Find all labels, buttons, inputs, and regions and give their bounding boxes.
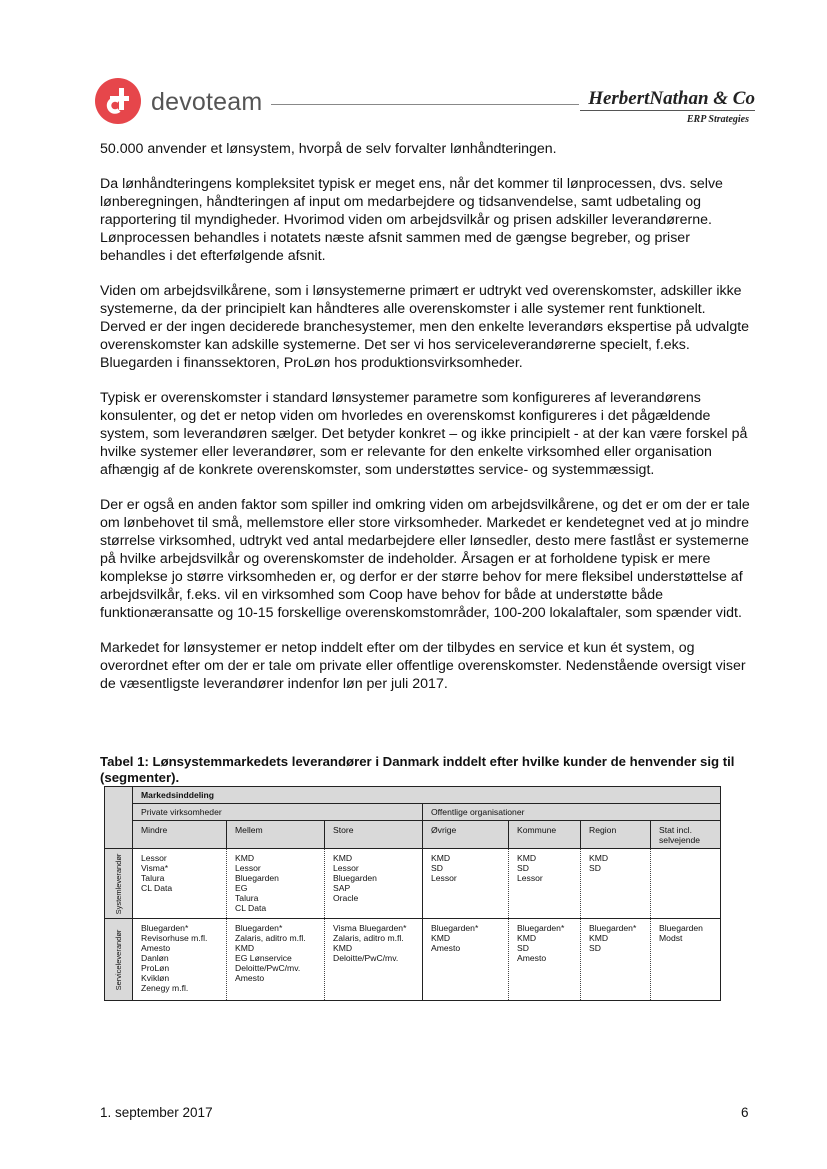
cell-line: ProLøn <box>141 963 170 973</box>
row-label: Serviceleverandør <box>105 919 133 1001</box>
cell-line: EG <box>235 883 248 893</box>
cell-line: Bluegarden* <box>235 923 283 933</box>
table-cell <box>423 919 509 1001</box>
row-label: Systemleverandør <box>105 849 133 919</box>
cell-line: Lessor <box>517 873 543 883</box>
cell-line: Bluegarden <box>333 873 377 883</box>
table-corner <box>105 787 133 849</box>
cell-line: KMD <box>517 933 537 943</box>
cell-line: CL Data <box>235 903 267 913</box>
cell-line: EG Lønservice <box>235 953 292 963</box>
cell-line: Bluegarden <box>235 873 279 883</box>
cell-line: SD <box>589 863 601 873</box>
table-cell <box>581 849 651 919</box>
column-header: Region <box>581 821 651 849</box>
paragraph: 50.000 anvender et lønsystem, hvorpå de selv forvalter lønhåndteringen. <box>100 141 557 157</box>
column-header: Mindre <box>133 821 227 849</box>
table-cell <box>133 919 227 1001</box>
cell-line: KMD <box>235 943 255 953</box>
herbertnathan-logo: HerbertNathan & Co <box>588 88 755 109</box>
paragraph: Der er også en anden faktor som spiller ind omkring viden om arbejdsvilkårene, og det er om der er tale om lønbehovet til små, mellemstore eller store virksomheder. Markedet er kendetegnet ved at jo mindre størrelse virksomhed, udtrykt ved antal medarbejdere eller lønsedler, desto mere fastlåst er systemerne på hvilke arbejdsvilkår og overenskomster de indeholder. Årsagen er at forholdene typisk er mere komplekse jo større virksomheden er, og derfor er der større behov for mere fleksibel understøttelse af arbejdsvilkår, f.eks. vil en virksomhed som Coop have behov for både at understøtte både funktionæransatte og 10-15 forskellige overenskomstområder, 100-200 lokalaftaler, som spænder vidt. <box>100 497 750 621</box>
cell-line: Talura <box>141 873 165 883</box>
table-row <box>105 919 721 1001</box>
body-text <box>100 140 755 710</box>
paragraph: Typisk er overenskomster i standard lønsystemer parametre som konfigureres af leverandørens konsulenter, og det er netop viden om hvorledes en overenskomst konfigureres i det pågældende system, som leverandøren sælger. Det betyder konkret – og ikke principielt - at der kan være forskel på hvilke systemer eller leverandører, som er relevante for den enkelte virksomhed eller organisation afhængig af de konkrete overenskomster, som understøttes service- og systemmæssigt. <box>100 390 748 478</box>
cell-line: Lessor <box>235 863 261 873</box>
paragraph: Markedet for lønsystemer er netop inddelt efter om der tilbydes en service et kun ét system, og overordnet efter om der er tale om private eller offentlige overenskomster. Nedenstående oversigt viser de væsentligste leverandører indenfor løn per juli 2017. <box>100 640 746 692</box>
herbertnathan-tagline: ERP Strategies <box>686 114 749 125</box>
cell-line: Bluegarden* <box>589 923 637 933</box>
table-cell <box>509 919 581 1001</box>
column-header: Øvrige <box>423 821 509 849</box>
column-header: Kommune <box>509 821 581 849</box>
table-cell <box>325 919 423 1001</box>
table-cell <box>651 919 721 1001</box>
cell-line: Lessor <box>333 863 359 873</box>
table-cell <box>651 849 721 919</box>
cell-line: Zalaris, aditro m.fl. <box>333 933 404 943</box>
cell-line: KMD <box>431 853 451 863</box>
cell-line: Lessor <box>431 873 457 883</box>
cell-line: Oracle <box>333 893 359 903</box>
table-cell <box>227 919 325 1001</box>
table-caption: Tabel 1: Lønsystemmarkedets leverandører i Danmark inddelt efter hvilke kunder de henvender sig til (segmenter). <box>100 754 735 785</box>
cell-line: Lessor <box>141 853 167 863</box>
cell-line: SD <box>517 943 529 953</box>
cell-line: SD <box>517 863 529 873</box>
table-cell <box>133 849 227 919</box>
cell-line: Revisorhuse m.fl. <box>141 933 208 943</box>
page-number: 6 <box>741 1105 749 1120</box>
cell-line: Talura <box>235 893 259 903</box>
cell-line: Zenegy m.fl. <box>141 983 189 993</box>
cell-line: Bluegarden* <box>517 923 565 933</box>
cell-line: KMD <box>589 853 609 863</box>
table-title: Markedsinddeling <box>133 787 721 804</box>
devoteam-logo-icon <box>95 78 141 124</box>
group-private: Private virksomheder <box>133 804 423 821</box>
table-cell <box>581 919 651 1001</box>
herbertnathan-underline <box>580 110 755 111</box>
paragraph: Viden om arbejdsvilkårene, som i lønsystemerne primært er udtrykt ved overenskomster, adskiller ikke systemerne, da der principielt kan håndteres alle overenskomster i alle systemer rent funktionelt. Derved er der ingen deciderede branchesystemer, men den enkelte leverandørs ekspertise på udvalgte overenskomster kan adskille systemerne. Det ser vi hos serviceleverandørerne specielt, f.eks. Bluegarden i finanssektoren, ProLøn hos produktionsvirksomheder. <box>100 283 750 371</box>
cell-line: SD <box>589 943 601 953</box>
footer-date: 1. september 2017 <box>100 1105 213 1120</box>
cell-line: Bluegarden <box>659 923 703 933</box>
cell-line: Amesto <box>517 953 547 963</box>
column-header: Stat incl. selvejende <box>651 821 721 849</box>
page-header <box>95 74 755 130</box>
cell-line: Visma Bluegarden* <box>333 923 407 933</box>
cell-line: SD <box>431 863 443 873</box>
table-cell <box>325 849 423 919</box>
table-cell <box>423 849 509 919</box>
cell-line: Kvikløn <box>141 973 170 983</box>
header-divider <box>271 104 579 105</box>
cell-line: KMD <box>235 853 255 863</box>
cell-line: Bluegarden* <box>431 923 479 933</box>
cell-line: Deloitte/PwC/mv. <box>333 953 399 963</box>
cell-line: KMD <box>431 933 451 943</box>
cell-line: Modst <box>659 933 683 943</box>
group-public: Offentlige organisationer <box>423 804 721 821</box>
cell-line: KMD <box>517 853 537 863</box>
market-table <box>104 786 721 1001</box>
cell-line: Amesto <box>235 973 265 983</box>
cell-line: KMD <box>333 853 353 863</box>
table-row <box>105 849 721 919</box>
devoteam-brand-name: devoteam <box>151 88 263 116</box>
cell-line: Zalaris, aditro m.fl. <box>235 933 306 943</box>
column-header: Store <box>325 821 423 849</box>
paragraph: Da lønhåndteringens kompleksitet typisk er meget ens, når det kommer til lønprocessen, dvs. selve lønberegningen, håndteringen af input om medarbejdere og tidsanvendelse, samt udbetaling og rapportering til myndigheder. Hvorimod viden om arbejdsvilkår og prisen adskiller leverandørerne. Lønprocessen behandles i notatets næste afsnit sammen med de gængse begreber, og priser behandles i det efterfølgende afsnit. <box>100 176 723 264</box>
table-cell <box>509 849 581 919</box>
table-cell <box>227 849 325 919</box>
cell-line: CL Data <box>141 883 173 893</box>
cell-line: Visma* <box>141 863 169 873</box>
cell-line: KMD <box>589 933 609 943</box>
cell-line: KMD <box>333 943 353 953</box>
column-header: Mellem <box>227 821 325 849</box>
cell-line: Danløn <box>141 953 169 963</box>
cell-line: Amesto <box>141 943 171 953</box>
cell-line: Amesto <box>431 943 461 953</box>
cell-line: Bluegarden* <box>141 923 189 933</box>
cell-line: Deloitte/PwC/mv. <box>235 963 301 973</box>
cell-line: SAP <box>333 883 351 893</box>
